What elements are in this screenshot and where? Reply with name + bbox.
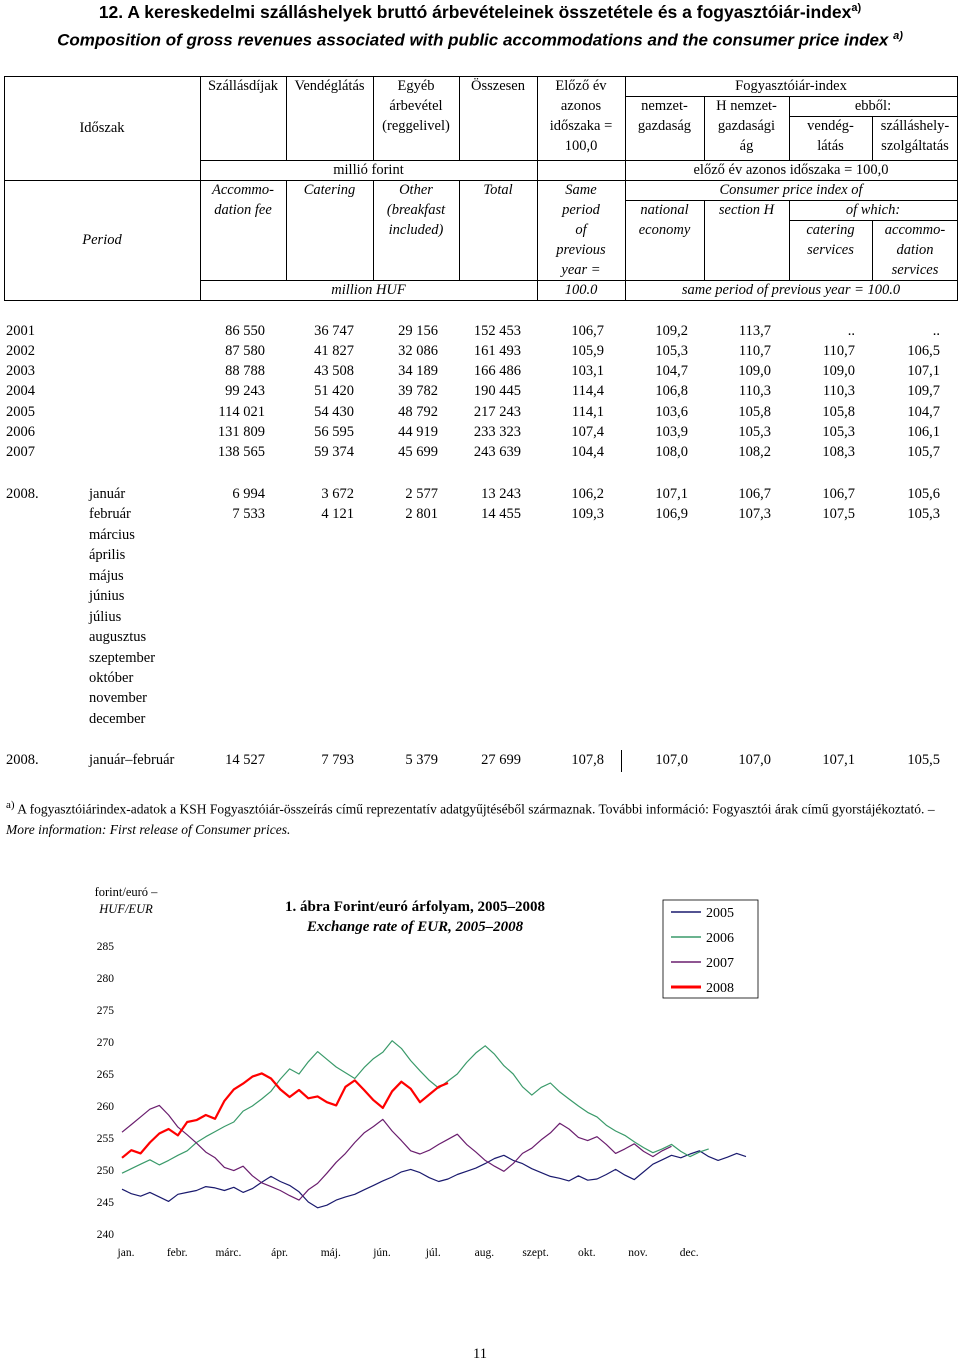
row-cell: 110,7 — [738, 343, 771, 359]
row-cell: 233 323 — [473, 424, 521, 440]
title-hu-text: A kereskedelmi szálláshelyek bruttó árbevételeinek összetétele és a fogyasztóiár-index — [127, 2, 852, 22]
row-cell: 106,8 — [655, 383, 688, 399]
y-tick-label: 265 — [96, 1069, 114, 1081]
y-tick-label: 275 — [96, 1005, 114, 1017]
row-cell: 105,8 — [738, 404, 771, 420]
x-tick-label: szept. — [522, 1247, 549, 1259]
row-cell: 36 747 — [314, 323, 354, 339]
exchange-rate-chart — [0, 880, 960, 1280]
table-title-en — [0, 30, 960, 51]
y-tick-label: 280 — [96, 973, 114, 985]
row-cell: 104,7 — [655, 363, 688, 379]
unit-en: million HUF — [331, 282, 406, 298]
row-cell: 105,8 — [822, 404, 855, 420]
row-cell: 217 243 — [473, 404, 521, 420]
row-month: április — [89, 547, 126, 563]
row-cell: 59 374 — [314, 444, 354, 460]
period-header-en: Period — [82, 232, 122, 248]
row-cell: 114 021 — [218, 404, 265, 420]
row-cell: 109,2 — [655, 323, 688, 339]
row-cell: 110,7 — [822, 343, 855, 359]
row-month: március — [89, 527, 135, 543]
row-cell: 106,1 — [907, 424, 940, 440]
table-title-hu — [0, 2, 960, 23]
row-month: június — [89, 588, 125, 604]
table-row — [0, 343, 960, 363]
table-row — [0, 670, 960, 690]
y-tick-label: 260 — [96, 1101, 114, 1113]
row-cell: 104,4 — [571, 444, 604, 460]
row-month: február — [89, 506, 131, 522]
row-cell: 3 672 — [321, 486, 354, 502]
table-row — [0, 629, 960, 649]
row-cell: 114,1 — [571, 404, 604, 420]
row-month: május — [89, 568, 124, 584]
row-cell: 5 379 — [405, 752, 438, 768]
y-tick-label: 250 — [96, 1165, 114, 1177]
prev-year-header-en: Same period of previous year = — [556, 182, 606, 278]
other-header-hu: Egyéb árbevétel (reggelivel) — [382, 78, 450, 134]
row-cell: 107,1 — [655, 486, 688, 502]
y-tick-label: 245 — [96, 1197, 114, 1209]
row-cell: 105,3 — [655, 343, 688, 359]
cpi-header-hu: Fogyasztóiár-index — [735, 78, 847, 94]
row-cell: 27 699 — [481, 752, 521, 768]
national-header-en: national economy — [638, 202, 691, 238]
table-row — [0, 444, 960, 464]
cpi-header-en: Consumer price index of — [719, 182, 863, 198]
row-cell: 48 792 — [398, 404, 438, 420]
row-month: január–február — [89, 752, 175, 768]
row-cell: 106,5 — [907, 343, 940, 359]
table-row — [0, 752, 960, 772]
table-row — [0, 588, 960, 608]
x-tick-label: júl. — [425, 1247, 441, 1259]
row-cell: 109,0 — [738, 363, 771, 379]
row-cell: 2 577 — [405, 486, 438, 502]
prev-year-header-hu: Előző év azonos időszaka = 100,0 — [549, 78, 613, 154]
row-cell: 45 699 — [398, 444, 438, 460]
table-row — [0, 527, 960, 547]
row-cell: 6 994 — [232, 486, 265, 502]
title-en-note: a) — [893, 30, 903, 42]
row-cell: 32 086 — [398, 343, 438, 359]
row-cell: 106,9 — [655, 506, 688, 522]
chart-subtitle: Exchange rate of EUR, 2005–2008 — [306, 919, 524, 935]
row-cell: 86 550 — [225, 323, 265, 339]
row-cell: 109,0 — [822, 363, 855, 379]
row-cell: 107,8 — [571, 752, 604, 768]
x-tick-label: okt. — [578, 1247, 596, 1259]
section-h-header-hu: H nemzet- gazdasági ág — [716, 98, 777, 154]
of-which-header-hu: ebből: — [854, 98, 892, 114]
row-cell: 7 793 — [321, 752, 354, 768]
row-cell: 166 486 — [473, 363, 521, 379]
row-cell: 152 453 — [473, 323, 521, 339]
table-row — [0, 711, 960, 731]
x-tick-label: dec. — [679, 1247, 699, 1259]
row-cell: 110,3 — [738, 383, 771, 399]
row-cell: 105,3 — [907, 506, 940, 522]
row-cell: 105,5 — [907, 752, 940, 768]
table-row — [0, 650, 960, 670]
table-row — [0, 547, 960, 567]
base-en: same period of previous year = 100.0 — [681, 282, 901, 298]
table-row — [0, 363, 960, 383]
row-cell: 99 243 — [225, 383, 265, 399]
row-cell: 113,7 — [738, 323, 771, 339]
catering-services-header-en: catering services — [806, 222, 855, 258]
row-period: 2004 — [6, 383, 35, 399]
row-cell: 7 533 — [232, 506, 265, 522]
row-month: július — [89, 609, 122, 625]
row-cell: 39 782 — [398, 383, 438, 399]
row-cell: 243 639 — [473, 444, 521, 460]
legend-label-2005: 2005 — [706, 906, 734, 921]
table-row — [0, 404, 960, 424]
row-cell: 44 919 — [398, 424, 438, 440]
row-cell: 107,0 — [738, 752, 771, 768]
footnote-mark: a) — [6, 799, 15, 811]
series-line-2007 — [122, 1105, 672, 1200]
row-period: 2006 — [6, 424, 35, 440]
y-tick-label: 255 — [96, 1133, 114, 1145]
catering-header-hu: Vendéglátás — [294, 78, 365, 94]
row-period: 2008. — [6, 486, 39, 502]
row-month: január — [89, 486, 126, 502]
base-hu: előző év azonos időszaka = 100,0 — [693, 162, 889, 178]
row-cell: 107,1 — [822, 752, 855, 768]
row-period: 2003 — [6, 363, 35, 379]
prev-year-100-en: 100.0 — [564, 282, 598, 298]
row-cell: .. — [847, 323, 855, 339]
y-tick-label: 240 — [96, 1229, 114, 1241]
row-cell: 13 243 — [481, 486, 521, 502]
section-h-header-en: section H — [718, 202, 775, 218]
row-cell: 108,3 — [822, 444, 855, 460]
row-period: 2008. — [6, 752, 39, 768]
row-cell: 103,1 — [571, 363, 604, 379]
row-cell: 107,1 — [907, 363, 940, 379]
row-cell: 105,7 — [907, 444, 940, 460]
row-cell: 51 420 — [314, 383, 354, 399]
row-period: 2001 — [6, 323, 35, 339]
page-number: 11 — [473, 1346, 487, 1362]
row-cell: 43 508 — [314, 363, 354, 379]
row-cell: 105,9 — [571, 343, 604, 359]
period-header-hu: Időszak — [79, 120, 125, 136]
row-cell: 110,3 — [822, 383, 855, 399]
row-cell: 106,7 — [738, 486, 771, 502]
row-cell: 105,3 — [822, 424, 855, 440]
table-row — [0, 424, 960, 444]
row-month: szeptember — [89, 650, 156, 666]
row-cell: 106,7 — [822, 486, 855, 502]
legend-label-2006: 2006 — [706, 931, 734, 946]
x-tick-label: máj. — [320, 1247, 341, 1259]
row-cell: 105,3 — [738, 424, 771, 440]
accom-fee-header-hu: Szállásdíjak — [207, 78, 279, 94]
chart-title-block — [230, 897, 600, 937]
row-cell: 56 595 — [314, 424, 354, 440]
title-hu-note: a) — [851, 2, 862, 15]
row-month: november — [89, 690, 147, 706]
row-cell: .. — [932, 323, 940, 339]
y-axis-label-hu: forint/euró – — [94, 885, 158, 899]
row-separator — [621, 750, 622, 772]
legend-label-2008: 2008 — [706, 981, 734, 996]
total-header-en: Total — [483, 182, 513, 198]
chart-title: 1. ábra Forint/euró árfolyam, 2005–2008 — [285, 899, 545, 915]
accommodation-services-header-en: accommo- dation services — [884, 222, 946, 278]
row-cell: 34 189 — [398, 363, 438, 379]
table-header — [4, 76, 958, 300]
table-row — [0, 486, 960, 506]
of-which-header-en: of which: — [845, 202, 901, 218]
legend-label-2007: 2007 — [706, 956, 734, 971]
chart-svg — [0, 880, 960, 1280]
table-row — [0, 506, 960, 526]
y-tick-label: 270 — [96, 1037, 114, 1049]
table-row — [0, 609, 960, 629]
series-line-2008 — [122, 1073, 448, 1157]
row-cell: 87 580 — [225, 343, 265, 359]
row-cell: 190 445 — [473, 383, 521, 399]
row-cell: 107,0 — [655, 752, 688, 768]
series-line-2005 — [122, 1151, 746, 1208]
x-tick-label: nov. — [628, 1247, 648, 1259]
catering-header-en: Catering — [303, 182, 356, 198]
row-cell: 108,2 — [738, 444, 771, 460]
row-period: 2007 — [6, 444, 35, 460]
footnote: $^{a)}$ A fogyasztóiárindex-adatok a KSH Fogyasztóiár-összeírás című reprezentatív adatgyűjtéséből származnak. További információ: Fogyasztói árak című gyorstájékoztató. – More information: First release of Consumer prices. — [6, 799, 935, 837]
series-line-2006 — [122, 1041, 709, 1174]
table-number: 12. — [98, 2, 124, 22]
row-cell: 106,2 — [571, 486, 604, 502]
row-period: 2005 — [6, 404, 35, 420]
x-tick-label: jún. — [373, 1247, 391, 1259]
row-cell: 54 430 — [314, 404, 354, 420]
row-cell: 106,7 — [571, 323, 604, 339]
row-cell: 2 801 — [405, 506, 438, 522]
y-tick-label: 285 — [96, 941, 114, 953]
unit-hu: millió forint — [333, 162, 404, 178]
catering-services-header-hu: vendég- látás — [807, 118, 854, 154]
row-cell: 131 809 — [217, 424, 265, 440]
row-month: december — [89, 711, 146, 727]
row-cell: 114,4 — [571, 383, 604, 399]
table-row — [0, 568, 960, 588]
y-axis-label-en: HUF/EUR — [99, 902, 153, 916]
x-tick-label: ápr. — [271, 1247, 289, 1259]
national-header-hu: nemzet- gazdaság — [637, 98, 692, 134]
row-cell: 107,4 — [571, 424, 604, 440]
row-cell: 29 156 — [398, 323, 438, 339]
row-month: október — [89, 670, 134, 686]
row-cell: 103,6 — [655, 404, 688, 420]
table-row — [0, 323, 960, 343]
accom-fee-header-en: Accommo- dation fee — [211, 182, 274, 218]
total-header-hu: Összesen — [471, 78, 525, 94]
row-cell: 41 827 — [314, 343, 354, 359]
row-cell: 108,0 — [655, 444, 688, 460]
x-tick-label: jan. — [117, 1247, 135, 1259]
row-cell: 138 565 — [217, 444, 265, 460]
row-cell: 14 455 — [481, 506, 521, 522]
accommodation-services-header-hu: szálláshely- szolgáltatás — [880, 118, 950, 154]
x-tick-label: aug. — [474, 1247, 495, 1259]
table-row — [0, 690, 960, 710]
x-tick-label: márc. — [215, 1247, 242, 1259]
row-cell: 105,6 — [907, 486, 940, 502]
footnote-hu: A fogyasztóiárindex-adatok a KSH Fogyasztóiár-összeírás című reprezentatív adatgyűjtéséből származnak. További információ: Fogyasztói árak című gyorstájékoztató. — [17, 801, 925, 817]
row-cell: 161 493 — [473, 343, 521, 359]
other-header-en: Other (breakfast included) — [386, 182, 446, 238]
row-cell: 109,7 — [907, 383, 940, 399]
row-cell: 109,3 — [571, 506, 604, 522]
row-month: augusztus — [89, 629, 147, 645]
title-en-text: Composition of gross revenues associated with public accommodations and the consumer price index — [57, 30, 889, 50]
table-row — [0, 383, 960, 403]
row-cell: 103,9 — [655, 424, 688, 440]
row-cell: 88 788 — [225, 363, 265, 379]
row-cell: 14 527 — [225, 752, 265, 768]
row-cell: 107,3 — [738, 506, 771, 522]
footnote-en: More information: First release of Consumer prices. — [6, 821, 291, 837]
row-cell: 104,7 — [907, 404, 940, 420]
row-cell: 4 121 — [321, 506, 354, 522]
x-tick-label: febr. — [166, 1247, 188, 1259]
row-cell: 107,5 — [822, 506, 855, 522]
row-period: 2002 — [6, 343, 35, 359]
